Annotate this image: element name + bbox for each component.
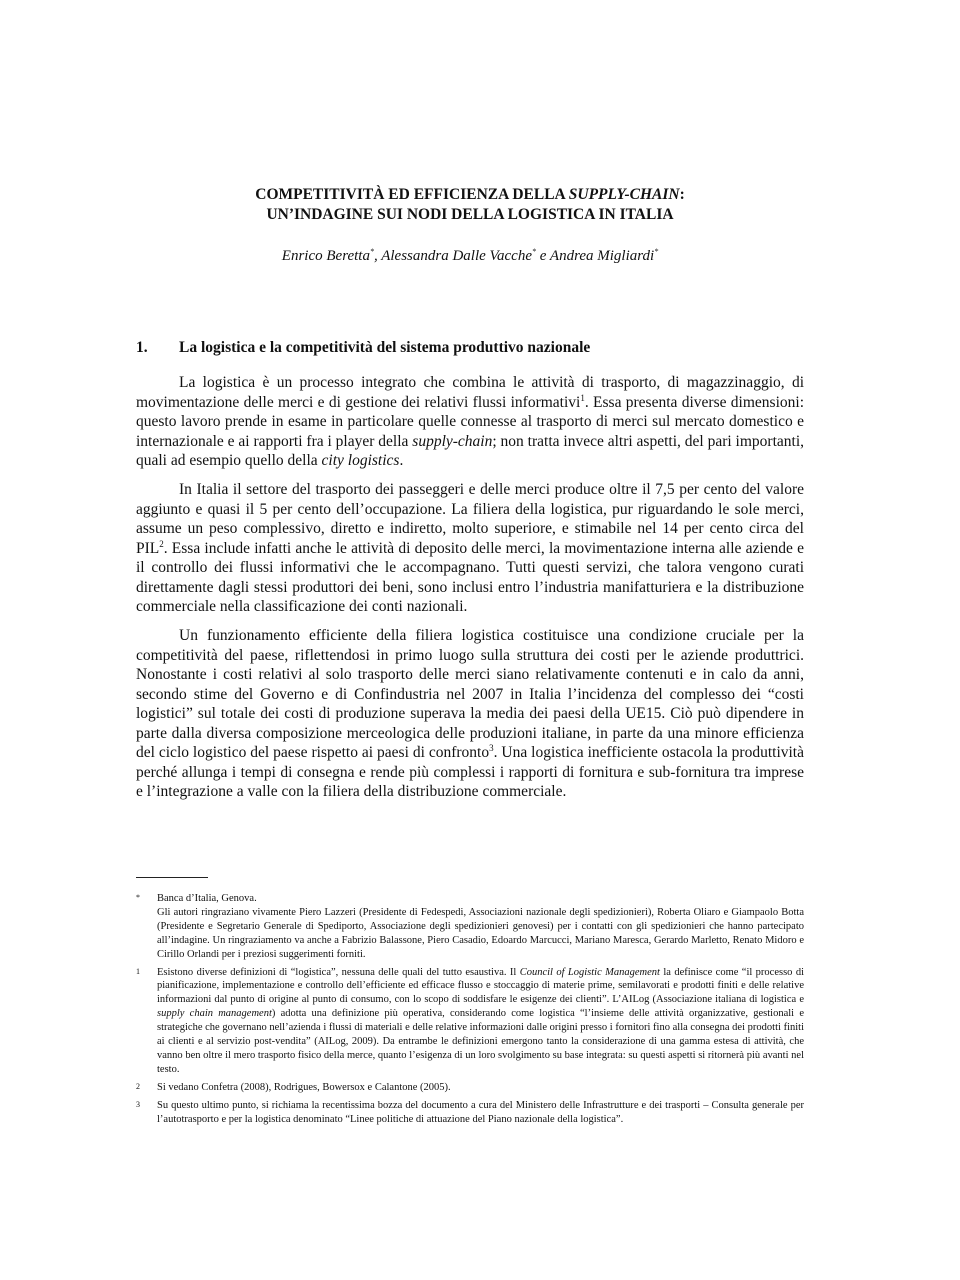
author-name: Andrea Migliardi: [549, 248, 655, 264]
paragraph-text: In Italia il settore del trasporto dei passeggeri e delle merci produce oltre il 7,5 per cento del valore aggiunto e quasi il 5 per cento dell’occupazione. La filiera della logistica, pur riguardando le sole merci, assume un peso complessivo, diretto e indiretto, molto superiore, e stimabile nel 14 per cento circa del PIL: [136, 481, 804, 557]
footnote-text: ) adotta una definizione più operativa, considerando come logistica “l’insieme delle attività organizzative, gestionali e strategiche che governano nell’azienda i flussi di materiali e delle relative informazioni dalle origini presso i fornitori fino alla consegna dei prodotti finiti ai clienti e al servizio post-vendita” (AILog, 2009). Da entrambe le definizioni emergono tanto la considerazione di una gamma estesa di attività, che vanno ben oltre il mero trasporto fisico della merce, quanto l’esigenza di un loro svolgimento su base integrata: su questi aspetti si ritornerà più avanti nel testo.: [157, 1008, 804, 1075]
footnote-text: la definisce come “il processo di pianificazione, implementazione e controllo dell’efficiente ed efficace flusso e stoccaggio di materie prime, semilavorati e prodotti finiti e delle relative informazioni dal punto di origine al punto di consumo, con lo scopo di soddisfare le esigenze dei clienti”. L’AILog (Associazione italiana di logistica e: [157, 966, 804, 1006]
paragraph-text: . Essa presenta diverse dimensioni: questo lavoro prende in esame in particolare quelle connesse al trasporto di merci sul mercato domestico e internazionale e ai rapporti fra i player della: [136, 393, 805, 450]
title-line-2: UN’INDAGINE SUI NODI DELLA LOGISTICA IN ITALIA: [266, 205, 674, 223]
paragraph: [136, 373, 804, 471]
footnote-affiliation: Banca d’Italia, Genova.: [157, 893, 257, 904]
author-name: Enrico Beretta: [281, 248, 370, 264]
italic-term: supply-chain: [412, 432, 493, 450]
title-colon: :: [679, 186, 685, 203]
italic-term: Council of Logistic Management: [519, 966, 660, 978]
footnote-ref[interactable]: 1: [580, 392, 585, 403]
paragraph-text: . Essa include infatti anche le attività di deposito delle merci, la movimentazione interna alle aziende e il controllo dei flussi informativi che le accompagnano. Tutti questi servizi, che talora vengono curati direttamente dagli stessi produttori dei beni, sono inclusi entro l’industria manifatturiera e la distribuzione commerciale nella classificazione dei conti nazionali.: [136, 539, 804, 615]
paragraph: [136, 480, 804, 617]
footnote-separator: [136, 877, 208, 878]
footnote-mark: 3: [136, 1099, 140, 1109]
document-page: [136, 0, 804, 1280]
italic-term: supply chain management: [157, 1008, 272, 1020]
title-line-1: [136, 185, 804, 205]
author-affiliation-mark: *: [654, 247, 659, 256]
footnote-ref[interactable]: 2: [159, 538, 164, 549]
footnote: [136, 892, 804, 962]
section-title: La logistica e la competitività del sistema produttivo nazionale: [179, 339, 591, 356]
paragraph: [136, 626, 804, 802]
italic-term: city logistics: [321, 452, 400, 469]
paragraph-text: ; non tratta invece altri aspetti, del pari importanti, quali ad esempio quello della: [136, 432, 805, 469]
author-name: Alessandra Dalle Vacche: [381, 248, 533, 264]
footnote-acknowledgements: Gli autori ringraziano vivamente Piero Lazzeri (Presidente di Fedespedi, Associazioni nazionale degli spedizionieri), Roberta Oliaro e Giampaolo Botta (Presidente e Segretario Generale di Spediporto, Associazione degli spedizionieri genovesi) per i contatti con gli spedizionieri che hanno partecipato all’indagine. Un ringraziamento va anche a Fabrizio Balassone, Piero Casadio, Edoardo Marcucci, Mariano Maresca, Gerardo Marletto, Renato Midoro e Cirillo Orlandi per i preziosi suggerimenti forniti.: [157, 906, 804, 960]
section-number: 1.: [136, 339, 148, 356]
paragraph-text: .: [399, 452, 404, 469]
body-text: [136, 373, 804, 811]
title-italic-term: SUPPLY-CHAIN: [568, 186, 680, 203]
author-affiliation-mark: *: [369, 247, 374, 256]
title-text: COMPETITIVITÀ ED EFFICIENZA DELLA: [255, 186, 569, 203]
author-separator: ,: [373, 248, 382, 264]
footnote: [136, 1081, 804, 1095]
paragraph-text: Un funzionamento efficiente della filiera logistica costituisce una condizione cruciale per la competitività del paese, riflettendosi in primo luogo sulla struttura dei costi per le aziende produttrici. Nonostante i costi relativi al solo trasporto delle merci siano relativamente contenuti e in calo da anni, secondo stime del Governo e di Confindustria nel 2007 in Italia l’incidenza del complesso dei “costi logistici” sul totale dei costi di produzione superava la media dei paesi della UE15. Ciò può dipendere in parte dalla diversa composizione merceologica delle produzioni italiane, in parte da una minore efficienza del ciclo logistico del paese rispetto ai paesi di confronto: [136, 627, 804, 761]
footnote-text: Su questo ultimo punto, si richiama la recentissima bozza del documento a cura del Ministero delle Infrastrutture e dei trasporti – Consulta generale per l’autotrasporto e per la logistica denominato “Linee politiche di attuazione del Piano nazionale della logistica”.: [157, 1099, 804, 1125]
footnote-mark: 1: [136, 966, 140, 976]
author-separator: e: [536, 248, 550, 264]
footnote: [136, 966, 804, 1077]
footnote-ref[interactable]: 3: [489, 742, 494, 753]
paper-title: [136, 185, 804, 224]
author-affiliation-mark: *: [532, 247, 537, 256]
footnote-mark: *: [136, 893, 140, 902]
footnotes: [136, 892, 804, 1131]
footnote-mark: 2: [136, 1081, 140, 1091]
paragraph-text: . Una logistica inefficiente ostacola la produttività perché allunga i tempi di consegna e rende più complessi i rapporti di fornitura e sub-fornitura tra imprese e l’integrazione a valle con la filiera della distribuzione commerciale.: [136, 744, 804, 800]
paragraph-text: La logistica è un processo integrato che combina le attività di trasporto, di magazzinaggio, di movimentazione delle merci e di gestione dei relativi flussi informativi: [136, 374, 804, 411]
footnote-text: Esistono diverse definizioni di “logistica”, nessuna delle quali del tutto esaustiva. Il: [157, 966, 520, 978]
footnote: [136, 1099, 804, 1127]
author-list: [136, 242, 804, 266]
footnote-text: Si vedano Confetra (2008), Rodrigues, Bowersox e Calantone (2005).: [157, 1081, 451, 1093]
section-heading: [136, 338, 590, 358]
